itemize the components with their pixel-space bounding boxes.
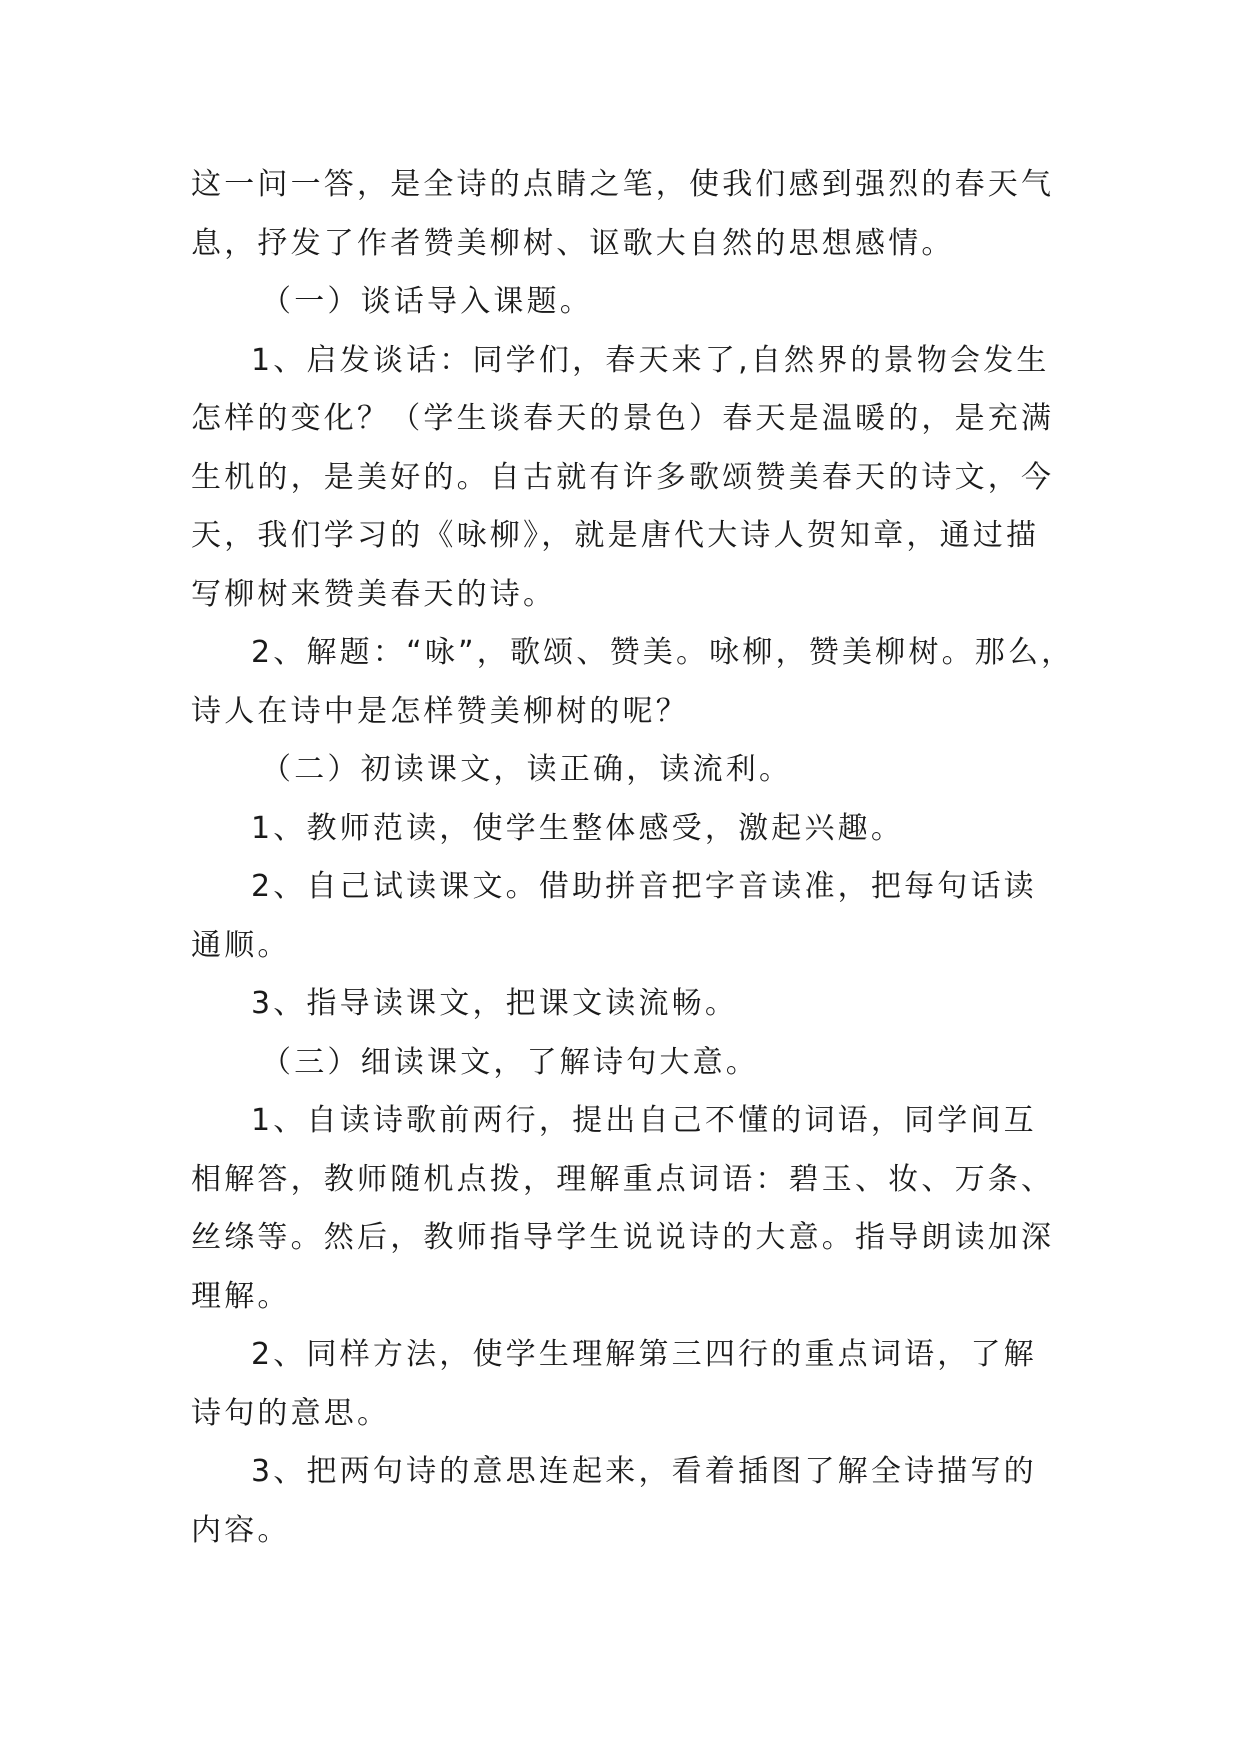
section-heading-1: （一）谈话导入课题。 <box>261 284 593 319</box>
text-line-6: 生机的，是美好的。自古就有许多歌颂赞美春天的诗文，今 <box>191 459 1055 495</box>
text-line-23: 3、把两句诗的意思连起来，看着插图了解全诗描写的 <box>251 1454 1037 1489</box>
text-line-22: 诗句的意思。 <box>191 1395 391 1431</box>
text-line-20: 理解。 <box>191 1278 291 1314</box>
text-line-1: 这一问一答，是全诗的点睛之笔，使我们感到强烈的春天气 <box>191 167 1055 202</box>
text-line-19: 丝绦等。然后，教师指导学生说说诗的大意。指导朗读加深 <box>191 1220 1055 1255</box>
text-line-8: 写柳树来赞美春天的诗。 <box>191 576 557 612</box>
text-line-12: 1、教师范读，使学生整体感受，激起兴趣。 <box>251 810 905 846</box>
text-line-15: 3、指导读课文，把课文读流畅。 <box>251 986 739 1021</box>
text-line-21: 2、同样方法，使学生理解第三四行的重点词语，了解 <box>251 1337 1037 1372</box>
section-heading-3: （三）细读课文，了解诗句大意。 <box>261 1044 759 1080</box>
text-line-5: 怎样的变化？（学生谈春天的景色）春天是温暖的，是充满 <box>191 401 1055 436</box>
text-line-7: 天，我们学习的《咏柳》，就是唐代大诗人贺知章，通过描 <box>191 518 1040 553</box>
text-line-18: 相解答，教师随机点拨，理解重点词语：碧玉、妆、万条、 <box>191 1161 1055 1197</box>
text-line-17: 1、自读诗歌前两行，提出自己不懂的词语，同学间互 <box>251 1103 1037 1138</box>
text-line-13: 2、自己试读课文。借助拼音把字音读准，把每句话读 <box>251 869 1037 904</box>
text-line-10: 诗人在诗中是怎样赞美柳树的呢？ <box>191 693 689 729</box>
text-line-4: 1、启发谈话：同学们，春天来了,自然界的景物会发生 <box>251 342 1050 378</box>
text-line-24: 内容。 <box>191 1512 291 1548</box>
document-body <box>191 156 1075 1560</box>
text-line-14: 通顺。 <box>191 927 291 963</box>
text-line-9: 2、解题：“咏”，歌颂、赞美。咏柳，赞美柳树。那么， <box>251 635 1075 670</box>
text-line-2: 息，抒发了作者赞美柳树、讴歌大自然的思想感情。 <box>191 225 955 261</box>
section-heading-2: （二）初读课文，读正确，读流利。 <box>261 752 793 787</box>
